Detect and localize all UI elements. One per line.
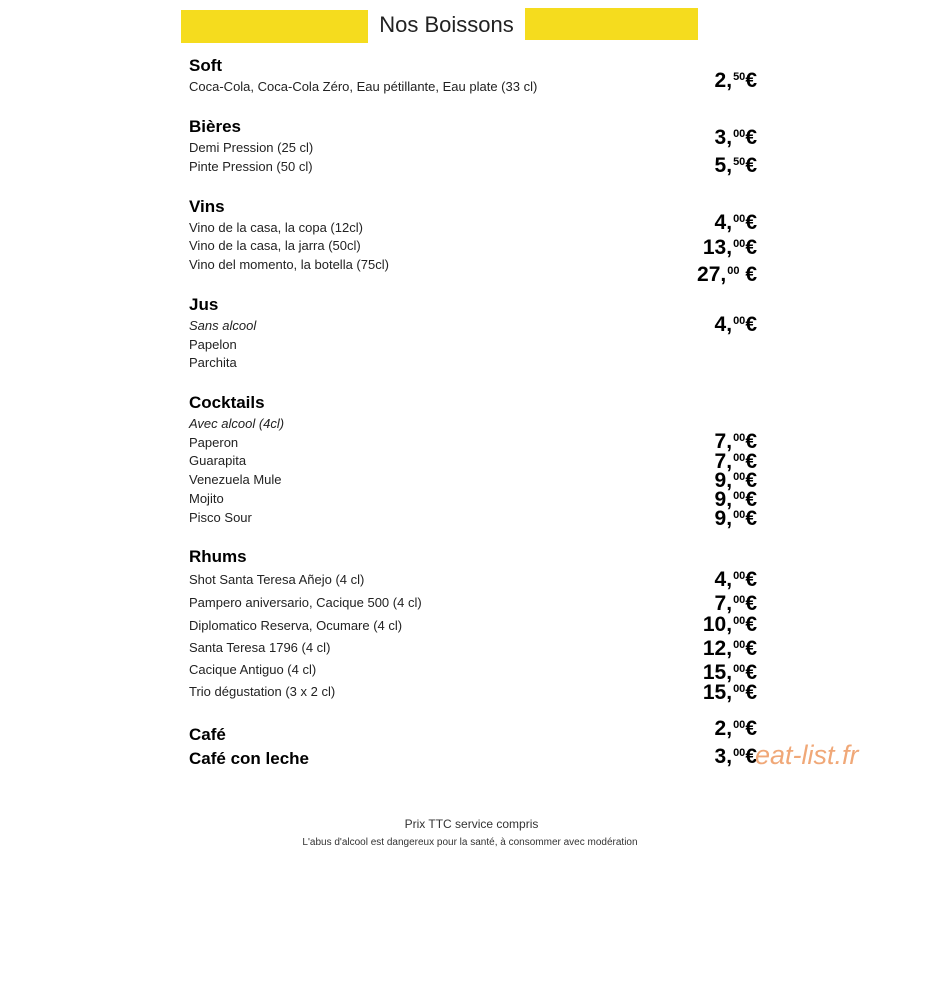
price: 7,00€: [714, 430, 757, 453]
price: 3,00€: [714, 126, 757, 149]
menu-item: Diplomatico Reserva, Ocumare (4 cl): [189, 618, 403, 633]
price: 15,00€: [702, 661, 757, 684]
price: 4,00€: [714, 211, 757, 234]
menu-item: Venezuela Mule: [189, 472, 282, 487]
price: 5,50€: [714, 154, 757, 177]
price: 3,00€: [714, 745, 757, 768]
watermark-text: eat-list.fr: [755, 740, 859, 770]
price: 9,00€: [714, 507, 757, 530]
menu-item: Santa Teresa 1796 (4 cl): [189, 640, 331, 655]
section-heading-soft: Soft: [189, 56, 223, 75]
footer-health-warning: L'abus d'alcool est dangereux pour la santé, à consommer avec modération: [302, 837, 638, 848]
menu-item: Vino de la casa, la copa (12cl): [189, 220, 363, 235]
menu-item: Shot Santa Teresa Añejo (4 cl): [189, 572, 365, 587]
price: 4,00€: [714, 568, 757, 591]
menu-item: Trio dégustation (3 x 2 cl): [189, 684, 336, 699]
price: 27,00 €: [697, 263, 757, 286]
menu-item: Papelon: [189, 337, 237, 352]
section-heading-vins: Vins: [189, 197, 225, 216]
title-bar-right: [525, 8, 698, 40]
menu-item: Vino del momento, la botella (75cl): [189, 257, 389, 272]
section-heading-cafe: Café: [189, 725, 226, 744]
title-bar-left: [181, 10, 368, 43]
section-note: Avec alcool (4cl): [189, 416, 285, 431]
footer-price-note: Prix TTC service compris: [404, 817, 539, 831]
price: 2,50€: [714, 69, 757, 92]
price: 15,00€: [702, 681, 757, 704]
price: 7,00€: [714, 592, 757, 615]
section-heading-cocktails: Cocktails: [189, 393, 265, 412]
section-note: Sans alcool: [189, 318, 257, 333]
menu-item: Guarapita: [189, 453, 247, 468]
price: 4,00€: [714, 313, 757, 336]
menu-item: Mojito: [189, 491, 224, 506]
menu-item: Paperon: [189, 435, 239, 450]
section-heading-rhums: Rhums: [189, 547, 247, 566]
menu-item: Cacique Antiguo (4 cl): [189, 662, 317, 677]
price: 7,00€: [714, 450, 757, 473]
menu-item: Pinte Pression (50 cl): [189, 159, 313, 174]
page-title: Nos Boissons: [379, 12, 514, 37]
price: 12,00€: [702, 637, 757, 660]
section-heading-cafe-con-leche: Café con leche: [189, 749, 309, 768]
price: 9,00€: [714, 469, 757, 492]
menu-item: Vino de la casa, la jarra (50cl): [189, 238, 361, 253]
menu-item: Pampero aniversario, Cacique 500 (4 cl): [189, 595, 422, 610]
section-heading-jus: Jus: [189, 295, 219, 314]
price: 9,00€: [714, 488, 757, 511]
menu-item: Parchita: [189, 355, 237, 370]
menu-item: Pisco Sour: [189, 510, 252, 525]
menu-item: Coca-Cola, Coca-Cola Zéro, Eau pétillante, Eau plate (33 cl): [189, 79, 538, 94]
menu-item: Demi Pression (25 cl): [189, 140, 314, 155]
price: 2,00€: [714, 717, 757, 740]
price: 13,00€: [702, 236, 757, 259]
section-heading-bieres: Bières: [189, 117, 241, 136]
price: 10,00€: [702, 613, 757, 636]
